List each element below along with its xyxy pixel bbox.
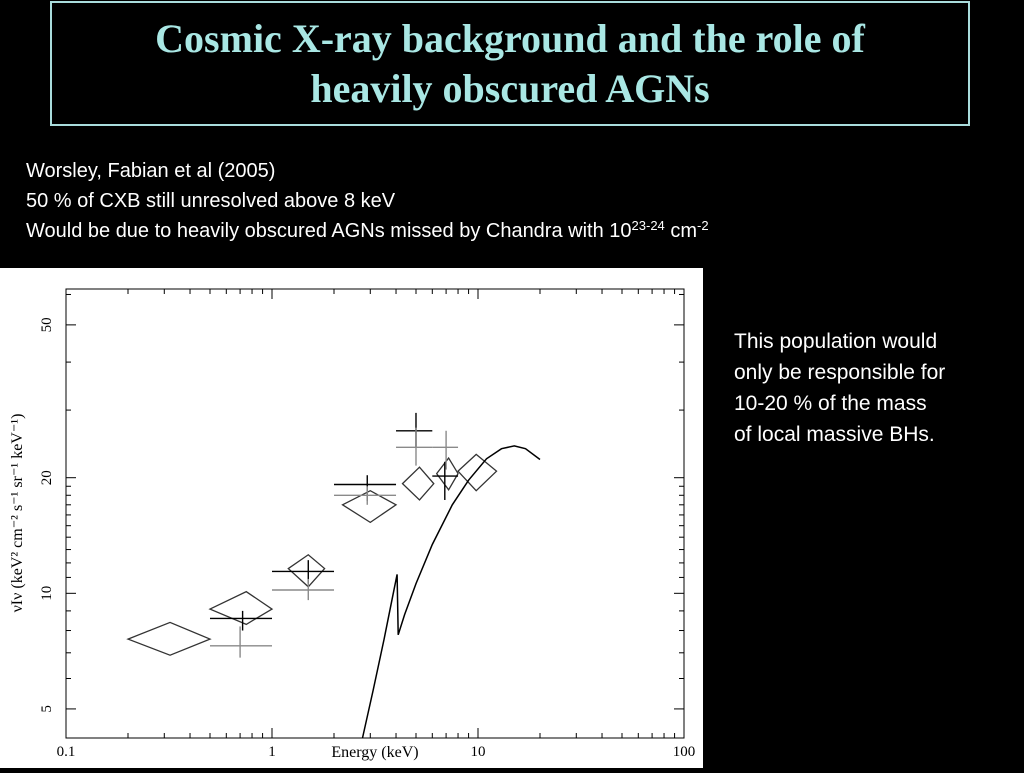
side-note-line-3: 10-20 % of the mass	[734, 392, 927, 415]
obscured-agn-text: Would be due to heavily obscured AGNs missed by Chandra with 10	[26, 220, 632, 242]
slide-title-line-2: heavily obscured AGNs	[310, 65, 710, 111]
x-tick-label: 1	[268, 744, 276, 760]
plot-frame	[66, 289, 684, 738]
side-note-line-2: only be responsible for	[734, 361, 946, 384]
intro-text	[26, 156, 709, 246]
y-tick-label: 20	[39, 470, 55, 486]
obscured-agn-line	[26, 216, 709, 246]
unit-exponent: -2	[697, 218, 709, 233]
plot-panel	[0, 268, 703, 768]
title-box	[50, 1, 970, 126]
grey-cross-point	[396, 428, 432, 466]
diamond-point	[402, 467, 433, 500]
reference-line: Worsley, Fabian et al (2005)	[26, 160, 276, 182]
black-cross-point	[396, 413, 432, 447]
y-tick-label: 10	[39, 585, 55, 601]
x-tick-label: 0.1	[56, 744, 76, 760]
black-cross-point	[334, 475, 396, 501]
x-tick-label: 100	[672, 744, 696, 760]
side-note-line-4: of local massive BHs.	[734, 423, 935, 446]
cxb-spectrum-chart	[0, 268, 703, 768]
y-tick-label: 50	[39, 317, 55, 333]
side-note	[734, 326, 1014, 450]
x-axis-label: Energy (keV)	[331, 744, 419, 761]
grey-cross-point	[210, 626, 272, 657]
black-cross-point	[272, 560, 334, 583]
y-tick-label: 5	[39, 705, 55, 713]
diamond-point	[458, 454, 496, 490]
unit-text: cm	[664, 220, 697, 242]
diamond-point	[128, 622, 210, 655]
column-density-exponent: 23-24	[631, 218, 665, 233]
side-note-line-1: This population would	[734, 330, 938, 353]
slide-title-line-1: Cosmic X-ray background and the role of	[155, 15, 865, 61]
model-curve	[363, 446, 541, 738]
diamond-point	[437, 458, 458, 490]
x-tick-label: 10	[470, 744, 486, 760]
black-cross-point	[210, 611, 272, 631]
y-axis-label: νIν (keV² cm⁻² s⁻¹ sr⁻¹ keV⁻¹)	[9, 413, 26, 613]
unresolved-line: 50 % of CXB still unresolved above 8 keV	[26, 190, 396, 212]
grey-cross-point	[334, 486, 396, 505]
diamond-point	[210, 592, 272, 625]
